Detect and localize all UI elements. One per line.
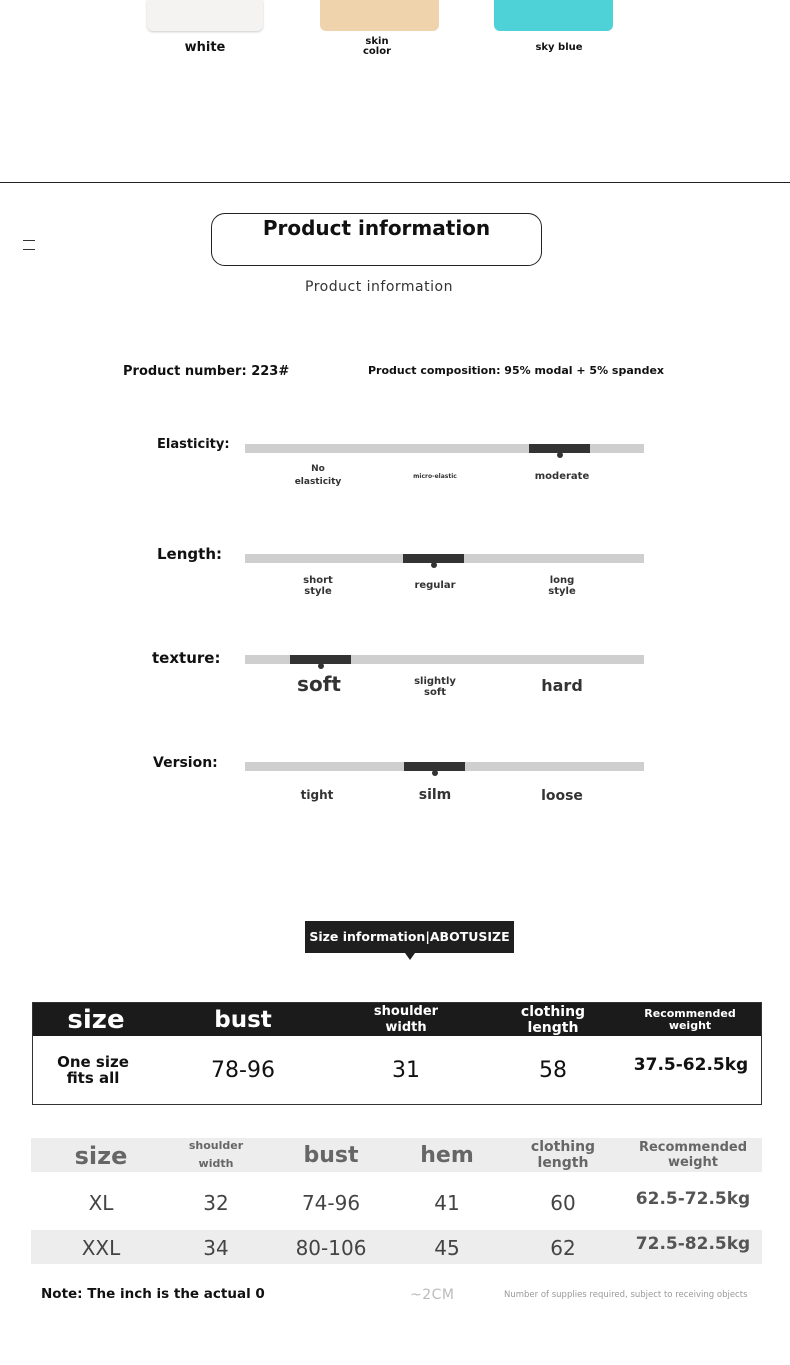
header-clothing-length: clothing length: [520, 1003, 586, 1036]
header-size: size: [67, 1004, 125, 1035]
option-silm: silm: [418, 787, 452, 803]
option-loose: loose: [541, 788, 583, 804]
color-swatch-white[interactable]: [147, 0, 263, 31]
decorative-dash: [23, 249, 35, 250]
product-number: Product number: 223#: [123, 364, 290, 379]
cell-clothing-length: 60: [550, 1191, 576, 1215]
color-swatch-skin[interactable]: [320, 0, 439, 31]
cell-shoulder-width: 31: [392, 1057, 420, 1083]
color-swatch-sky-blue[interactable]: [494, 0, 613, 31]
section-title: Product information: [211, 213, 542, 266]
header-size: size: [74, 1142, 128, 1170]
cell-bust: 80-106: [295, 1236, 367, 1260]
attr-label-texture: texture:: [152, 649, 221, 667]
header-recommended-weight: Recommended weight: [644, 1006, 736, 1032]
option-soft: soft: [297, 672, 341, 696]
cell-shoulder-width: 34: [203, 1236, 229, 1260]
option-no-elasticity: No elasticity: [294, 464, 342, 487]
cell-hem: 41: [434, 1191, 460, 1215]
cell-recommended-weight: 37.5-62.5kg: [633, 1055, 749, 1075]
table-header-row: [31, 1138, 762, 1172]
option-short-style: short style: [303, 575, 333, 597]
attr-label-length: Length:: [157, 545, 222, 563]
section-subtitle: Product information: [305, 279, 453, 295]
header-recommended-weight: Recommended weight: [638, 1140, 748, 1170]
product-composition: Product composition: 95% modal + 5% spandex: [368, 364, 665, 377]
size-information-heading: Size information|ABOTUSIZE: [305, 921, 514, 953]
cell-bust: 74-96: [301, 1191, 361, 1215]
cell-size: XXL: [81, 1236, 121, 1260]
cell-size: One size fits all: [57, 1053, 129, 1087]
header-hem: hem: [420, 1142, 474, 1168]
scale-marker-texture[interactable]: [290, 655, 351, 664]
header-clothing-length: clothing length: [530, 1139, 596, 1171]
supplies-note: Number of supplies required, subject to receiving objects: [504, 1290, 748, 1300]
decorative-dash: [23, 240, 35, 241]
color-label-skin: skin color: [362, 36, 392, 57]
header-shoulder-width: shoulder width: [188, 1139, 244, 1170]
option-hard: hard: [541, 676, 583, 695]
cell-clothing-length: 62: [550, 1236, 576, 1260]
size-note: Note: The inch is the actual 0: [41, 1286, 265, 1302]
scale-marker-length[interactable]: [403, 554, 464, 563]
cell-recommended-weight: 62.5-72.5kg: [635, 1189, 751, 1209]
option-micro-elastic: micro-elastic: [413, 473, 457, 480]
table-row: [31, 1184, 762, 1222]
size-table-one-size: [32, 1002, 762, 1105]
option-tight: tight: [300, 788, 334, 802]
color-label-sky-blue: sky blue: [535, 42, 583, 53]
table-row: [31, 1230, 762, 1264]
color-label-white: white: [184, 40, 226, 55]
cell-hem: 45: [434, 1236, 460, 1260]
heading-pointer: [405, 953, 415, 960]
cell-bust: 78-96: [211, 1057, 275, 1083]
cell-clothing-length: 58: [539, 1057, 567, 1083]
option-long-style: long style: [548, 575, 576, 597]
size-note-faded: ~2CM: [410, 1287, 455, 1303]
option-regular: regular: [414, 580, 456, 591]
option-slightly-soft: slightly soft: [414, 676, 456, 698]
cell-size: XL: [88, 1191, 114, 1215]
header-bust: bust: [303, 1142, 359, 1168]
option-moderate: moderate: [534, 471, 590, 482]
section-divider: [0, 182, 790, 183]
header-bust: bust: [214, 1006, 272, 1033]
scale-marker-version[interactable]: [404, 762, 465, 771]
scale-marker-elasticity[interactable]: [529, 444, 590, 453]
attr-label-version: Version:: [153, 755, 218, 771]
attr-label-elasticity: Elasticity:: [157, 437, 230, 452]
cell-shoulder-width: 32: [203, 1191, 229, 1215]
cell-recommended-weight: 72.5-82.5kg: [635, 1234, 751, 1254]
header-shoulder-width: shoulder width: [373, 1003, 439, 1035]
